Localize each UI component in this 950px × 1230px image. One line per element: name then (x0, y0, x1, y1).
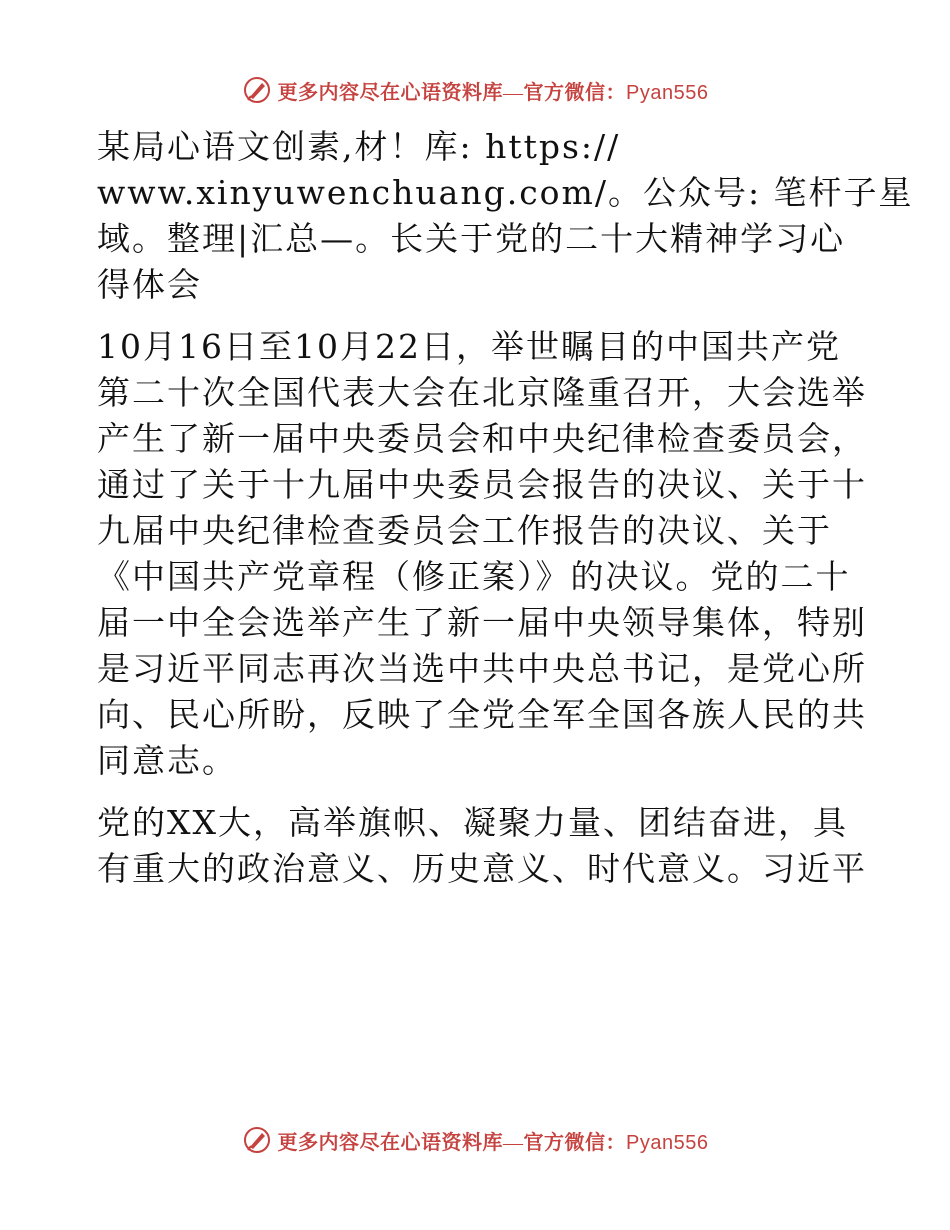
text-line: www.xinyuwenchuang.com/。公众号: 笔杆子星 (97, 173, 914, 212)
watermark-wechat-id: Pyan556 (626, 81, 709, 104)
footer-watermark-banner (0, 1120, 950, 1160)
watermark-official: 官方微信： (523, 1131, 627, 1154)
document-body (97, 124, 914, 892)
watermark-main: 更多内容尽在心语资料库 (277, 1131, 504, 1154)
text-line: 同意志。 (97, 741, 237, 780)
text-line: 是习近平同志再次当选中共中央总书记，是党心所 (97, 649, 867, 688)
text-line: 有重大的政治意义、历史意义、时代意义。习近平 (97, 849, 867, 888)
paragraph-significance (97, 800, 867, 892)
text-line: 第二十次全国代表大会在北京隆重召开，大会选举 (97, 373, 867, 412)
quill-pen-logo (242, 75, 272, 105)
text-line: 届一中全会选举产生了新一届中央领导集体，特别 (97, 603, 867, 642)
watermark-official: 官方微信： (523, 81, 627, 104)
header-watermark-banner (0, 70, 950, 110)
watermark-wechat-id: Pyan556 (626, 1131, 709, 1154)
paragraph-congress (97, 324, 867, 784)
text-line: 得体会 (97, 265, 202, 304)
watermark-text (278, 1126, 709, 1155)
watermark-main: 更多内容尽在心语资料库 (277, 81, 504, 104)
text-line: 10月16日至10月22日，举世瞩目的中国共产党 (97, 327, 841, 366)
text-line: 产生了新一届中央委员会和中央纪律检查委员会， (97, 419, 867, 458)
text-line: 《中国共产党章程（修正案）》的决议。党的二十 (97, 557, 851, 596)
quill-pen-logo (242, 1125, 272, 1155)
text-line: 通过了关于十九届中央委员会报告的决议、关于十 (97, 465, 867, 504)
watermark-dash: — (503, 1131, 524, 1154)
text-line: 党的XX大，高举旗帜、凝聚力量、团结奋进，具 (97, 803, 848, 842)
text-line: 某局心语文创素,材！库: https:// (97, 127, 621, 166)
watermark-text (278, 76, 709, 105)
text-line: 域。整理|汇总—。长关于党的二十大精神学习心 (97, 219, 846, 258)
paragraph-intro (97, 124, 914, 308)
text-line: 向、民心所盼，反映了全党全军全国各族人民的共 (97, 695, 867, 734)
text-line: 九届中央纪律检查委员会工作报告的决议、关于 (97, 511, 832, 550)
watermark-dash: — (503, 81, 524, 104)
